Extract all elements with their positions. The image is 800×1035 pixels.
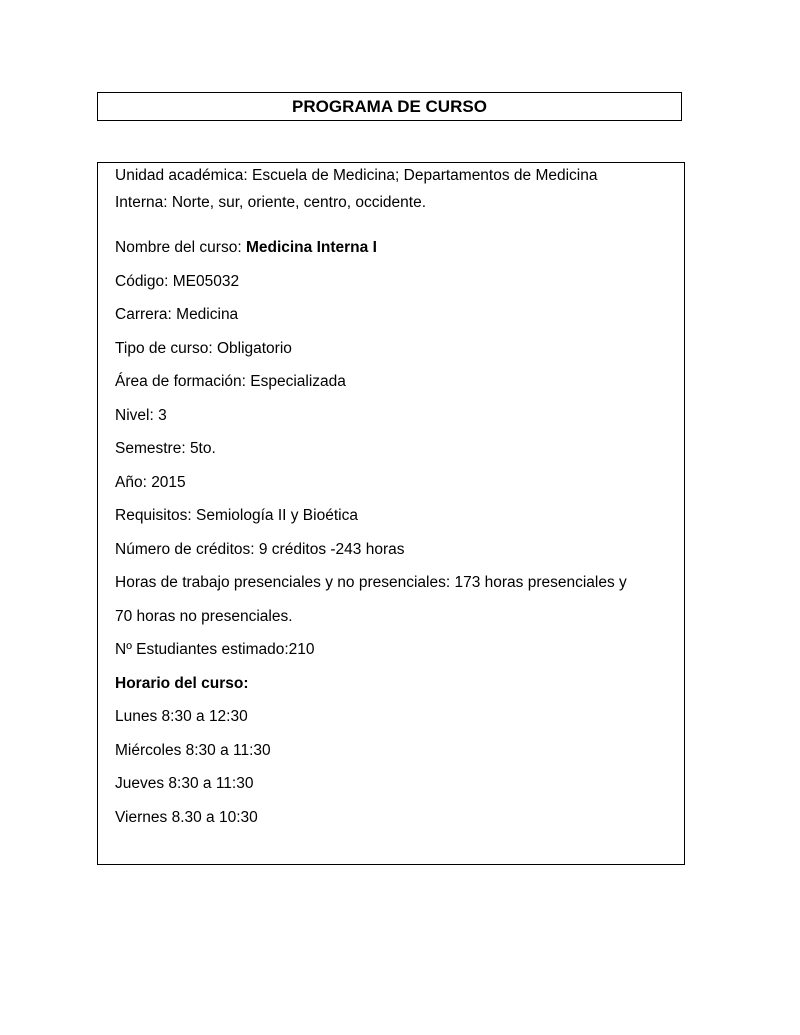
schedule-friday: Viernes 8.30 a 10:30 (115, 809, 258, 826)
training-area: Área de formación: Especializada (115, 373, 346, 390)
course-name-value: Medicina Interna I (245, 239, 377, 256)
document-title: PROGRAMA DE CURSO (97, 92, 682, 121)
career: Carrera: Medicina (115, 306, 239, 323)
academic-unit-line-2: Interna: Norte, sur, oriente, centro, occidente. (115, 194, 427, 211)
work-hours-line-2: 70 horas no presenciales. (115, 608, 293, 625)
requirements: Requisitos: Semiología II y Bioética (115, 507, 358, 524)
work-hours-line-1: Horas de trabajo presenciales y no presenciales: 173 horas presenciales y (115, 574, 627, 591)
year: Año: 2015 (115, 474, 186, 491)
schedule-wednesday: Miércoles 8:30 a 11:30 (115, 742, 271, 759)
schedule-heading: Horario del curso: (115, 675, 249, 692)
academic-unit-line-1: Unidad académica: Escuela de Medicina; Departamentos de Medicina (115, 167, 598, 184)
course-code: Código: ME05032 (115, 273, 240, 290)
course-name-label: Nombre del curso: (115, 239, 246, 256)
level: Nivel: 3 (115, 407, 167, 424)
credits: Número de créditos: 9 créditos -243 horas (115, 541, 405, 558)
semester: Semestre: 5to. (115, 440, 216, 457)
schedule-monday: Lunes 8:30 a 12:30 (115, 708, 248, 725)
course-name (115, 238, 377, 258)
schedule-thursday: Jueves 8:30 a 11:30 (115, 775, 254, 792)
estimated-students: Nº Estudiantes estimado:210 (115, 641, 315, 658)
course-type: Tipo de curso: Obligatorio (115, 340, 292, 357)
